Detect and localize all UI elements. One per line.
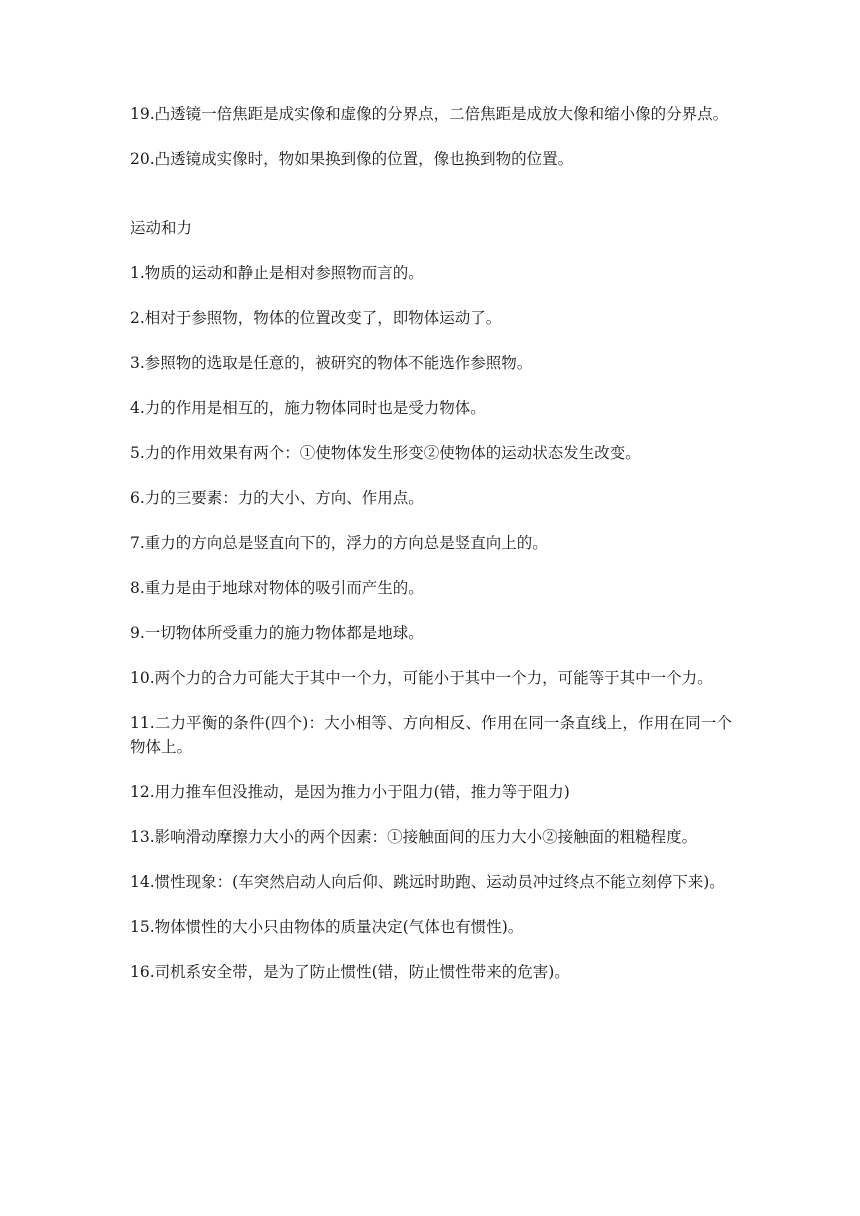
paragraph-item-15: 15.物体惯性的大小只由物体的质量决定(气体也有惯性)。 bbox=[130, 918, 524, 936]
paragraph-item-3: 3.参照物的选取是任意的，被研究的物体不能选作参照物。 bbox=[130, 354, 533, 372]
paragraph-item-8: 8.重力是由于地球对物体的吸引而产生的。 bbox=[130, 579, 424, 597]
document-page bbox=[130, 102, 732, 1005]
paragraph-item-7: 7.重力的方向总是竖直向下的，浮力的方向总是竖直向上的。 bbox=[130, 534, 548, 552]
paragraph-item-1: 1.物质的运动和静止是相对参照物而言的。 bbox=[130, 264, 424, 282]
paragraph-item-11: 11.二力平衡的条件(四个)：大小相等、方向相反、作用在同一条直线上，作用在同一个物体上。 bbox=[130, 714, 732, 756]
paragraph-item-16: 16.司机系安全带，是为了防止惯性(错，防止惯性带来的危害)。 bbox=[130, 963, 570, 981]
paragraph-item-9: 9.一切物体所受重力的施力物体都是地球。 bbox=[130, 624, 424, 642]
paragraph-item-2: 2.相对于参照物，物体的位置改变了，即物体运动了。 bbox=[130, 309, 502, 327]
paragraph-item-14: 14.惯性现象：(车突然启动人向后仰、跳远时助跑、运动员冲过终点不能立刻停下来)。 bbox=[130, 873, 725, 891]
paragraph-item-6: 6.力的三要素：力的大小、方向、作用点。 bbox=[130, 489, 424, 507]
paragraph-item-13: 13.影响滑动摩擦力大小的两个因素：①接触面间的压力大小②接触面的粗糙程度。 bbox=[130, 828, 698, 846]
paragraph-item-12: 12.用力推车但没推动，是因为推力小于阻力(错，推力等于阻力) bbox=[130, 783, 570, 801]
paragraph-item-20: 20.凸透镜成实像时，物如果换到像的位置，像也换到物的位置。 bbox=[130, 150, 574, 168]
paragraph-item-19: 19.凸透镜一倍焦距是成实像和虚像的分界点，二倍焦距是成放大像和缩小像的分界点。 bbox=[130, 105, 729, 123]
section-title: 运动和力 bbox=[130, 219, 193, 237]
paragraph-item-10: 10.两个力的合力可能大于其中一个力，可能小于其中一个力，可能等于其中一个力。 bbox=[130, 669, 713, 687]
paragraph-item-4: 4.力的作用是相互的，施力物体同时也是受力物体。 bbox=[130, 399, 486, 417]
paragraph-item-5: 5.力的作用效果有两个：①使物体发生形变②使物体的运动状态发生改变。 bbox=[130, 444, 641, 462]
